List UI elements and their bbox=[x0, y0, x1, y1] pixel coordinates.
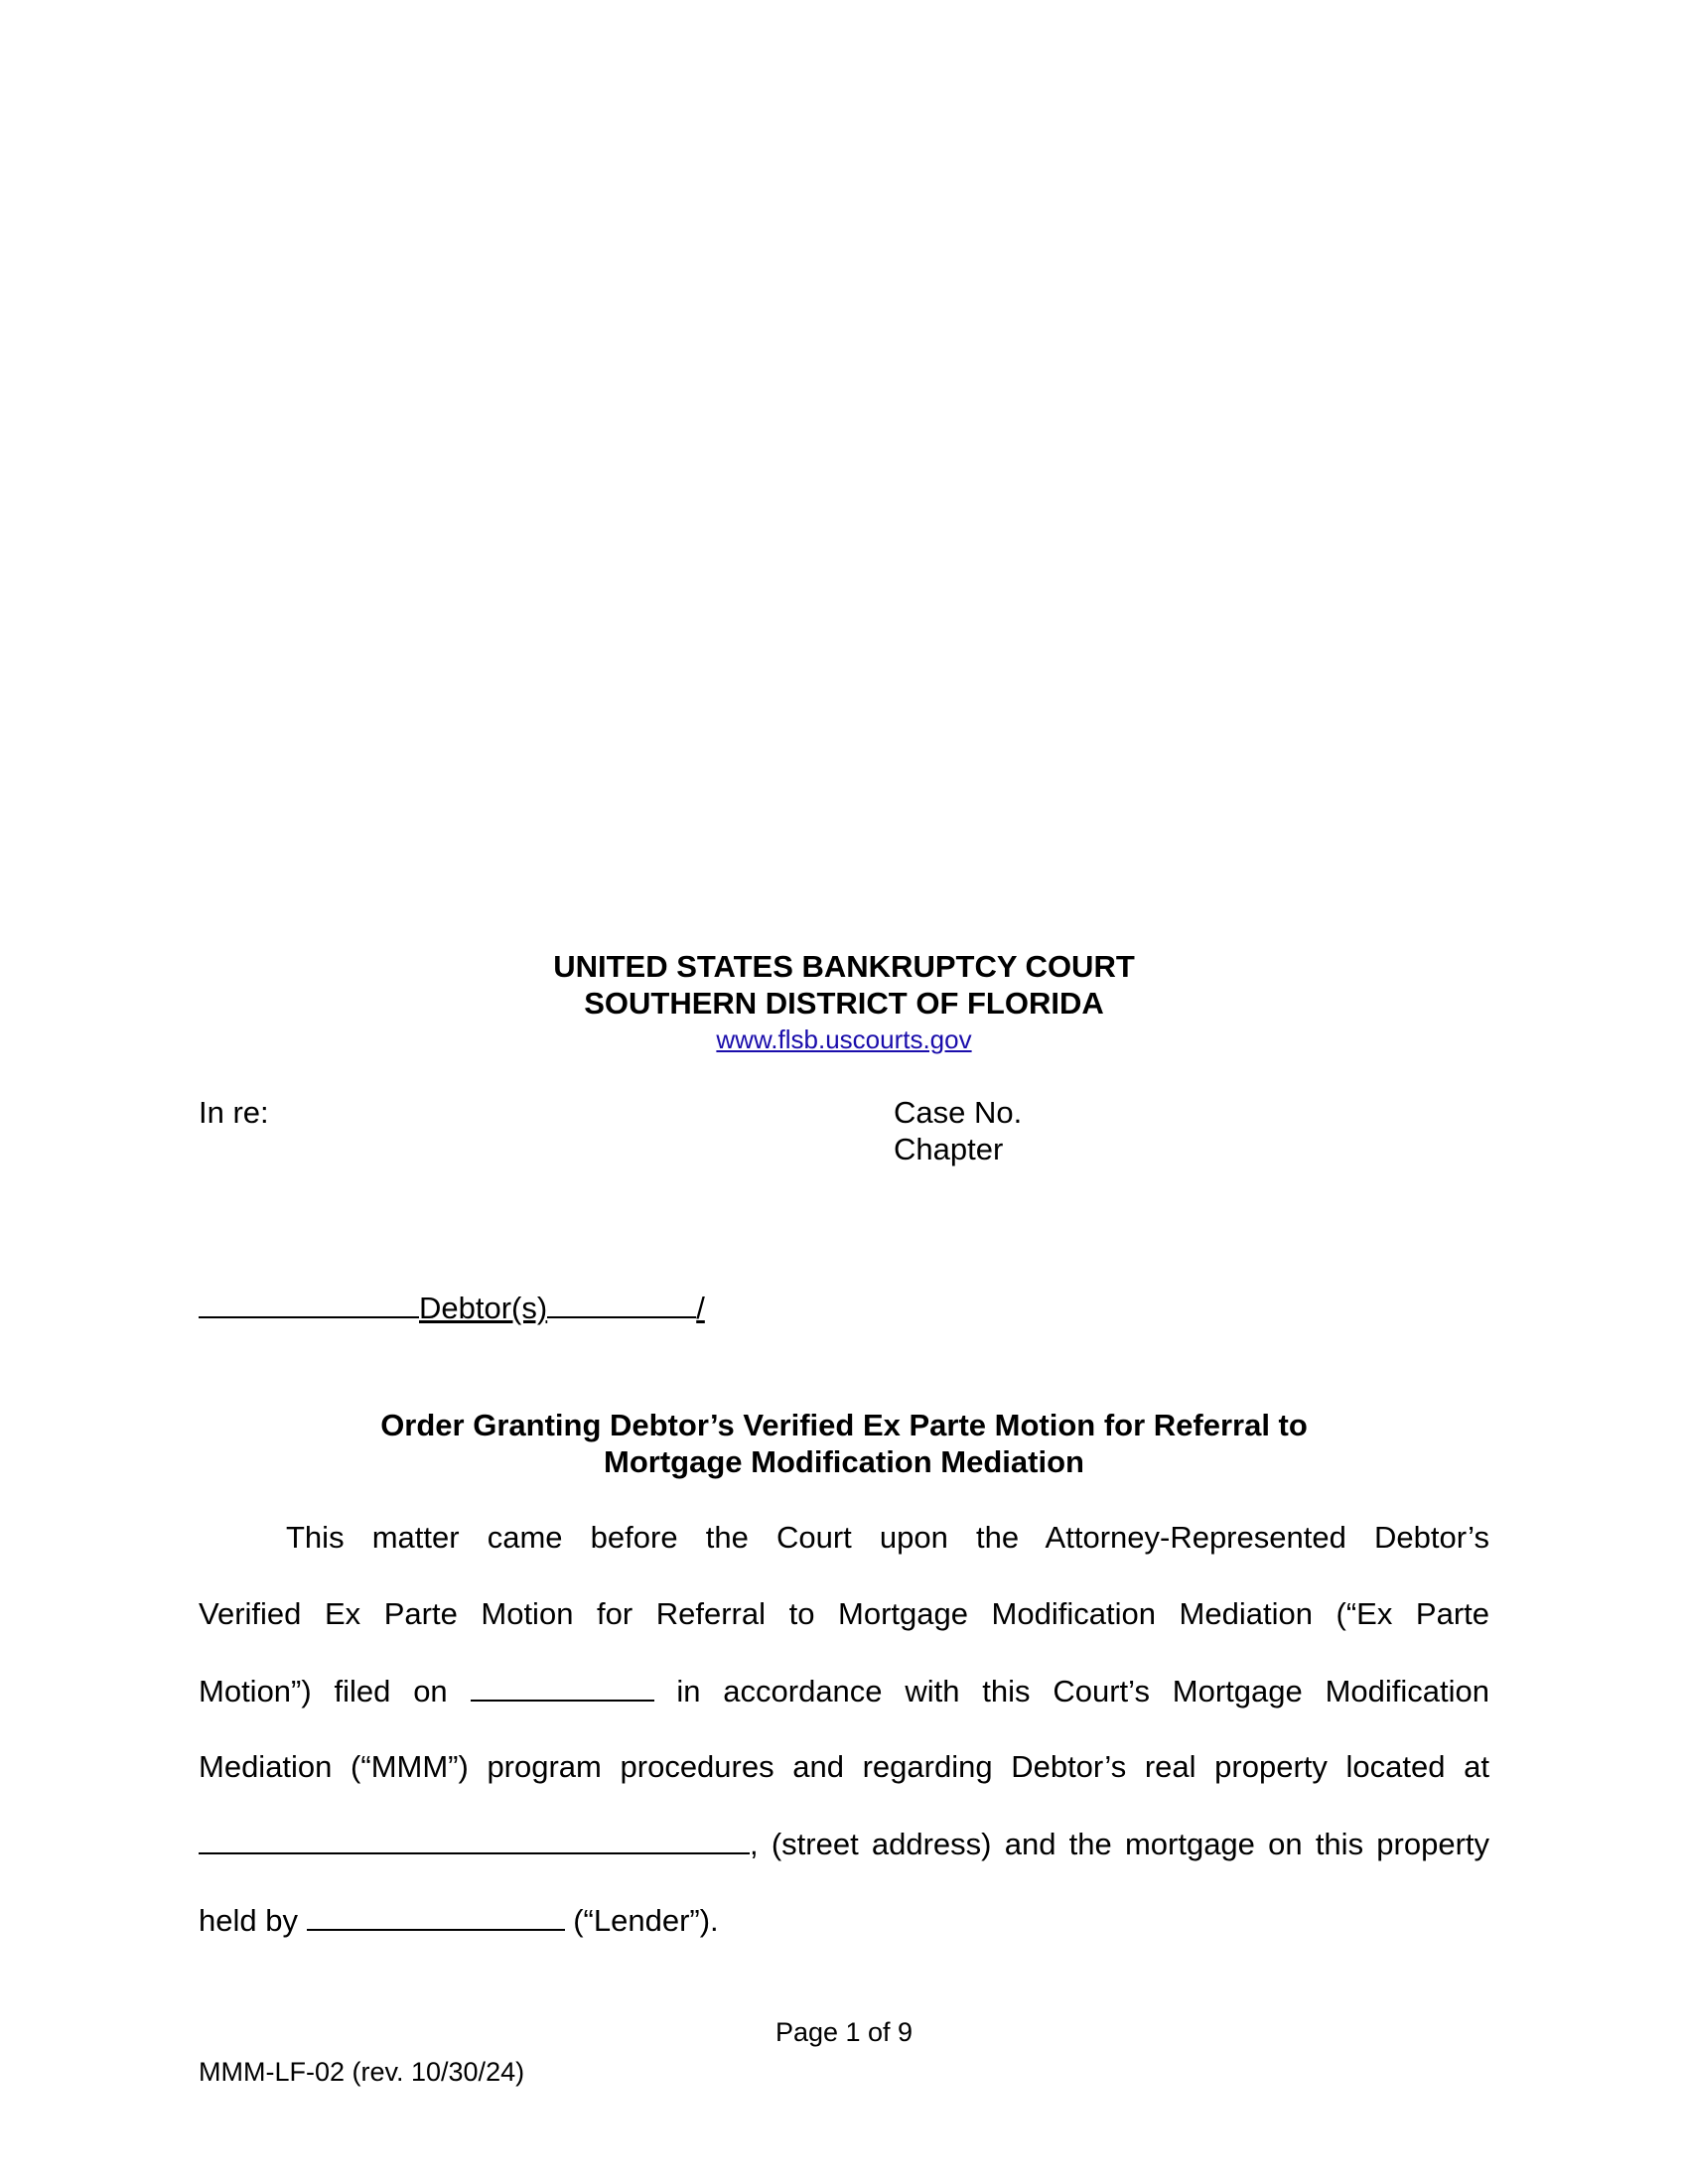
in-re-label: In re: bbox=[199, 1095, 269, 1130]
body-line-3-start: Motion”) filed on bbox=[199, 1674, 448, 1708]
lender-name-blank[interactable] bbox=[307, 1901, 565, 1931]
form-number: MMM-LF-02 (rev. 10/30/24) bbox=[199, 2057, 525, 2087]
court-website-link[interactable]: www.flsb.uscourts.gov bbox=[716, 1024, 972, 1054]
street-address-blank[interactable] bbox=[199, 1825, 750, 1854]
order-title-line2: Mortgage Modification Mediation bbox=[604, 1444, 1084, 1479]
body-line-6-end: (“Lender”). bbox=[573, 1903, 719, 1938]
body-line-6-start: held by bbox=[199, 1903, 298, 1938]
body-line-6 bbox=[199, 1901, 719, 1939]
debtor-label: Debtor(s) bbox=[419, 1291, 548, 1325]
debtor-name-blank[interactable] bbox=[199, 1289, 419, 1318]
debtor-trailing-blank bbox=[547, 1289, 696, 1318]
court-name: UNITED STATES BANKRUPTCY COURT bbox=[553, 949, 1135, 984]
body-line-5 bbox=[199, 1825, 1489, 1862]
chapter-label: Chapter bbox=[894, 1132, 1004, 1166]
case-number-label: Case No. bbox=[894, 1095, 1023, 1130]
caption-slash: / bbox=[696, 1291, 705, 1325]
body-line-5-end: , (street address) and the mortgage on this property bbox=[750, 1827, 1489, 1861]
motion-date-blank[interactable] bbox=[471, 1672, 654, 1702]
body-line-1: This matter came before the Court upon the Attorney-Represented Debtor’s bbox=[286, 1520, 1489, 1555]
body-line-3-end: in accordance with this Court’s Mortgage Modification bbox=[676, 1674, 1489, 1708]
body-line-3 bbox=[199, 1672, 1489, 1709]
body-line-4: Mediation (“MMM”) program procedures and regarding Debtor’s real property located at bbox=[199, 1749, 1489, 1784]
court-district: SOUTHERN DISTRICT OF FLORIDA bbox=[584, 986, 1104, 1021]
order-title-line1: Order Granting Debtor’s Verified Ex Parte Motion for Referral to bbox=[380, 1408, 1308, 1442]
body-line-2: Verified Ex Parte Motion for Referral to Mortgage Modification Mediation (“Ex Parte bbox=[199, 1596, 1489, 1631]
debtor-caption-line bbox=[199, 1289, 705, 1326]
page-number: Page 1 of 9 bbox=[774, 2017, 914, 2047]
